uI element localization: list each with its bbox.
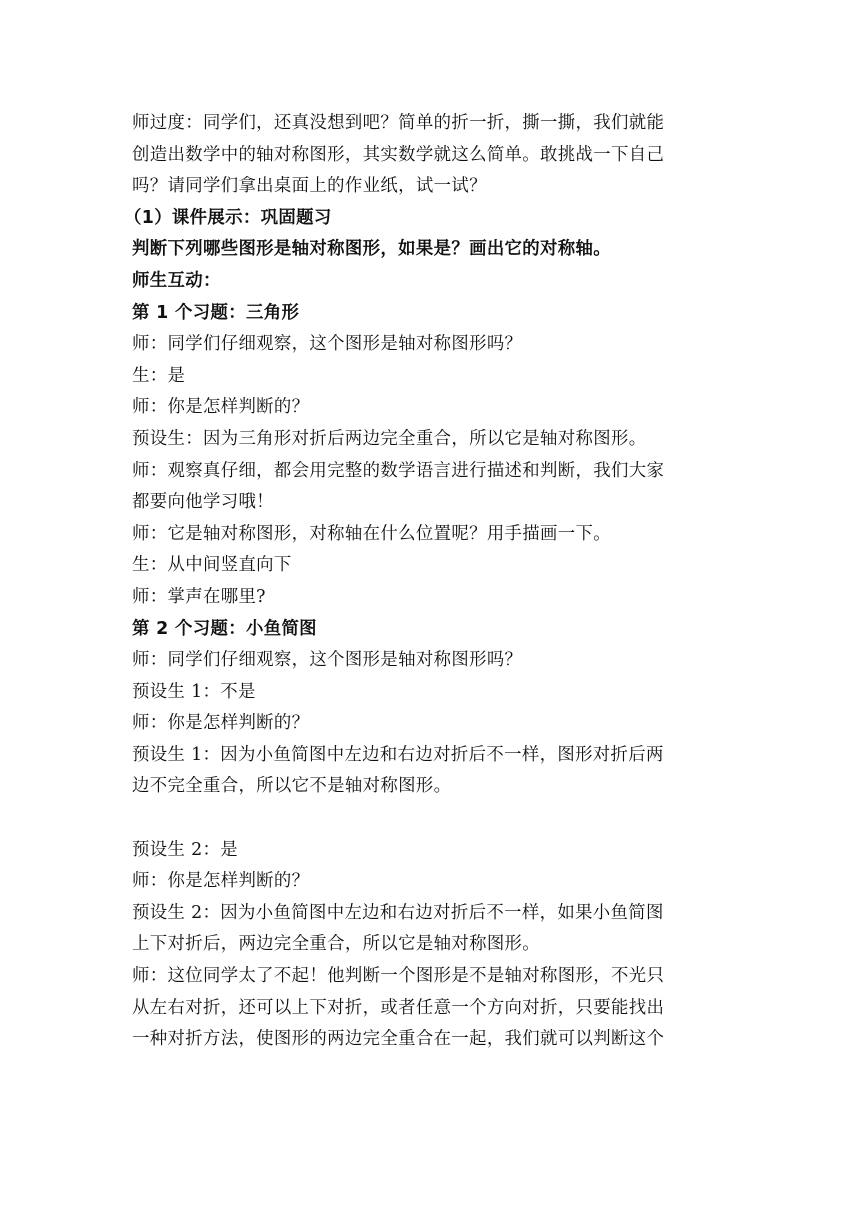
- task-instruction: 判断下列哪些图形是轴对称图形，如果是？画出它的对称轴。: [132, 239, 611, 260]
- dialogue-line: 一种对折方法，使图形的两边完全重合在一起，我们就可以判断这个: [132, 1029, 665, 1050]
- exercise-1-heading: 第 1 个习题：三角形: [132, 302, 300, 323]
- dialogue-line: 师：你是怎样判断的？: [132, 713, 310, 734]
- dialogue-line: 师：同学们仔细观察，这个图形是轴对称图形吗？: [132, 650, 523, 671]
- blank-line: [132, 803, 732, 835]
- subheading-interaction: 师生互动：: [132, 270, 221, 291]
- dialogue-line: 生：从中间竖直向下: [132, 555, 292, 576]
- dialogue-line: 预设生 1：不是: [132, 681, 256, 702]
- dialogue-line: 师：你是怎样判断的？: [132, 397, 310, 418]
- section-heading: （1）课件展示：巩固题习: [124, 207, 332, 228]
- dialogue-line: 预设生 2：因为小鱼简图中左边和右边对折后不一样，如果小鱼简图: [132, 902, 664, 923]
- dialogue-line: 师：观察真仔细，都会用完整的数学语言进行描述和判断，我们大家: [132, 460, 665, 481]
- dialogue-line: 师：这位同学太了不起！他判断一个图形是不是轴对称图形，不光只: [132, 966, 665, 987]
- dialogue-line: 边不完全重合，所以它不是轴对称图形。: [132, 776, 452, 797]
- dialogue-line: 生：是: [132, 365, 186, 386]
- dialogue-line: 从左右对折，还可以上下对折，或者任意一个方向对折，只要能找出: [132, 997, 665, 1018]
- dialogue-line: 师：掌声在哪里?: [132, 586, 266, 607]
- dialogue-line: 师：同学们仔细观察，这个图形是轴对称图形吗？: [132, 334, 523, 355]
- paragraph-line: 创造出数学中的轴对称图形，其实数学就这么简单。敢挑战一下自己: [132, 144, 665, 165]
- paragraph-line: 吗？请同学们拿出桌面上的作业纸，试一试？: [132, 176, 487, 197]
- dialogue-line: 预设生：因为三角形对折后两边完全重合，所以它是轴对称图形。: [132, 428, 647, 449]
- dialogue-line: 上下对折后，两边完全重合，所以它是轴对称图形。: [132, 934, 541, 955]
- document-body: [124, 108, 732, 1056]
- exercise-2-heading: 第 2 个习题：小鱼简图: [132, 618, 317, 639]
- dialogue-line: 师：你是怎样判断的？: [132, 871, 310, 892]
- paragraph-line: 师过度：同学们，还真没想到吧？简单的折一折，撕一撕，我们就能: [132, 113, 665, 133]
- dialogue-line: 预设生 1：因为小鱼简图中左边和右边对折后不一样，图形对折后两: [132, 744, 664, 765]
- dialogue-line: 师：它是轴对称图形，对称轴在什么位置呢？用手描画一下。: [132, 523, 611, 544]
- dialogue-line: 都要向他学习哦！: [132, 492, 274, 513]
- dialogue-line: 预设生 2：是: [132, 839, 238, 860]
